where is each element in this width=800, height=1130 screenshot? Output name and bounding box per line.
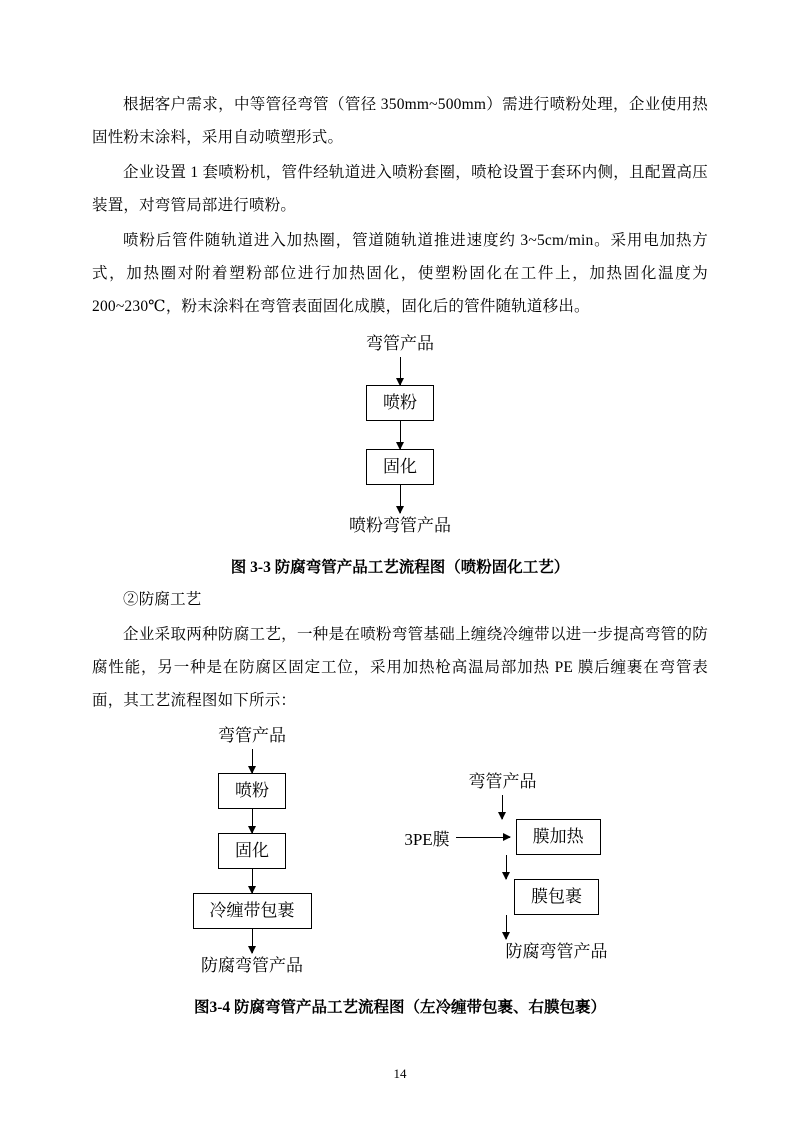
paragraph-4: 企业采取两种防腐工艺，一种是在喷粉弯管基础上缠绕冷缠带以进一步提高弯管的防腐性能，另一种是在防腐区固定工位，采用加热枪高温局部加热 PE 膜后缠裹在弯管表面，其工艺流程图如下所示： [92,626,708,709]
arrow-down-icon [502,795,503,819]
paragraph-3: 喷粉后管件随轨道进入加热圈，管道随轨道推进速度约 3~5cm/min。采用电加热方式，加热圈对附着塑粉部位进行加热固化，使塑粉固化在工件上，加热固化温度为200~230℃，粉末涂料在弯管表面固化成膜，固化后的管件随轨道移出。 [92,232,708,315]
left-flow-step-spraying: 喷粉 [218,773,286,809]
right-flow-input-label: 3PE膜 [404,829,450,849]
arrow-right-icon [456,837,510,838]
right-flow-step-film-wrap: 膜包裹 [514,879,599,915]
right-flow-start-label: 弯管产品 [468,772,537,791]
left-flow-start-label: 弯管产品 [218,726,286,745]
arrow-down-icon [252,809,253,833]
right-flow-heating-row [404,819,600,855]
left-flow-step-cold-wrap: 冷缠带包裹 [193,893,312,929]
arrow-down-icon [252,749,253,773]
flow-column-right [398,769,608,965]
arrow-down-icon [400,421,401,449]
section-label: ②防腐工艺 [123,591,202,608]
figure-3-4-flowchart [92,723,708,979]
right-flow-step-film-heating: 膜加热 [516,819,601,855]
figure-3-4-caption: 图3-4 防腐弯管产品工艺流程图（左冷缠带包裹、右膜包裹） [193,999,607,1016]
arrow-down-icon [506,915,507,939]
left-flow-end-label: 防腐弯管产品 [201,956,303,975]
page-number: 14 [393,1066,407,1081]
arrow-down-icon [506,855,507,879]
figure-3-3-caption: 图 3-3 防腐弯管产品工艺流程图（喷粉固化工艺） [230,559,570,576]
arrow-down-icon [400,357,401,385]
arrow-down-icon [252,929,253,953]
flow-start-label: 弯管产品 [366,334,434,353]
arrow-down-icon [400,485,401,513]
flow-column [92,331,708,539]
right-flow-end-label: 防腐弯管产品 [505,942,608,961]
flow-column-left [193,723,312,979]
left-flow-step-curing: 固化 [218,833,286,869]
arrow-down-icon [252,869,253,893]
flow-step-spraying: 喷粉 [366,385,434,421]
paragraph-2: 企业设置 1 套喷粉机，管件经轨道进入喷粉套圈，喷枪设置于套环内侧，且配置高压装置，对弯管局部进行喷粉。 [92,164,708,214]
figure-3-3-flowchart [92,331,708,539]
paragraph-1: 根据客户需求，中等管径弯管（管径 350mm~500mm）需进行喷粉处理，企业使用热固性粉末涂料，采用自动喷塑形式。 [92,96,708,146]
flow-step-curing: 固化 [366,449,434,485]
flow-end-label: 喷粉弯管产品 [349,516,451,535]
